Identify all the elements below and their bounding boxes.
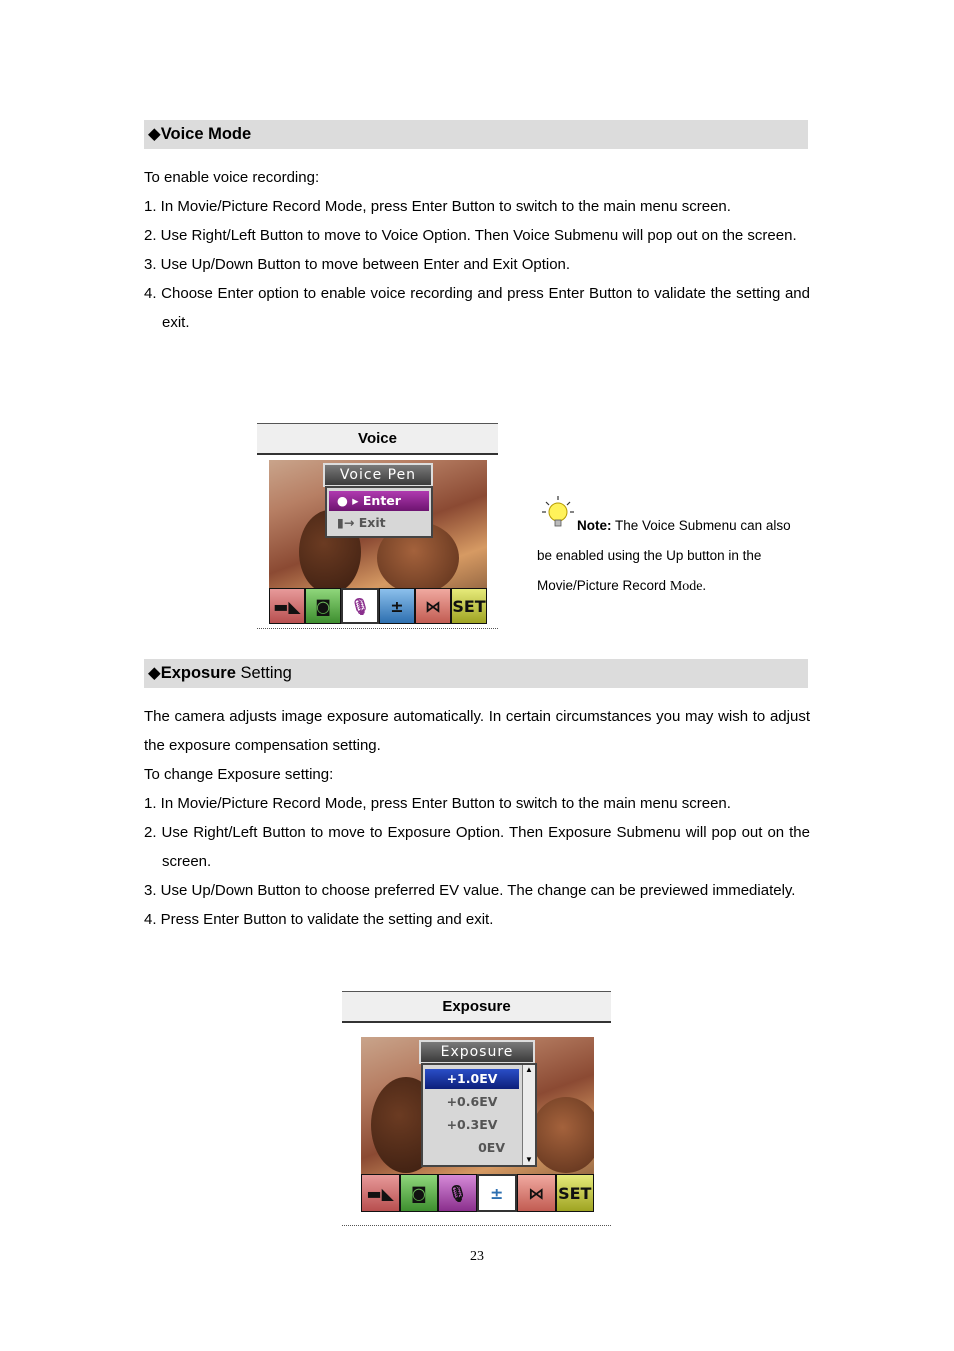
- voice-submenu: [325, 486, 433, 538]
- effect-icon[interactable]: ⋈: [517, 1174, 556, 1212]
- voice-option-exit[interactable]: ▮→ Exit: [337, 515, 386, 530]
- microphone-icon[interactable]: 🎙: [438, 1174, 477, 1212]
- exposure-icon-bar: [361, 1174, 594, 1212]
- exposure-instructions: [144, 702, 810, 934]
- voice-step-2: 2. Use Right/Left Button to move to Voice Option. Then Voice Submenu will pop out on the screen.: [144, 227, 797, 244]
- voice-figure-rule: [257, 628, 498, 629]
- exposure-title-rest: Setting: [235, 664, 292, 682]
- exposure-screen-image: [361, 1037, 594, 1212]
- voice-caption: Voice: [257, 423, 498, 455]
- voice-screen-image: [269, 460, 487, 624]
- exposure-icon[interactable]: ±: [477, 1174, 518, 1212]
- camera-icon[interactable]: ◙: [400, 1174, 439, 1212]
- exposure-step-1: 1. In Movie/Picture Record Mode, press Enter Button to switch to the main menu screen.: [144, 795, 731, 812]
- exposure-step-3: 3. Use Up/Down Button to choose preferred EV value. The change can be previewed immediately.: [144, 882, 796, 899]
- exposure-figure-rule: [342, 1225, 611, 1226]
- note-text: Note: The Voice Submenu can also be enabled using the Up button in the Movie/Picture Record Mode.: [537, 518, 791, 594]
- page-number: 23: [470, 1249, 484, 1264]
- voice-step-3: 3. Use Up/Down Button to move between Enter and Exit Option.: [144, 256, 571, 273]
- scroll-up-arrow-icon[interactable]: ▲: [525, 1065, 533, 1074]
- exit-door-icon: ▮→: [337, 515, 359, 530]
- voice-step-4: 4. Choose Enter option to enable voice recording and press Enter Button to validate the setting and exit.: [144, 285, 810, 331]
- diamond-bullet-icon: ◆: [148, 125, 161, 143]
- exposure-step-4: 4. Press Enter Button to validate the setting and exit.: [144, 911, 494, 928]
- exposure-menu-title: Exposure: [419, 1040, 535, 1064]
- voice-menu-title: Voice Pen: [323, 463, 433, 487]
- ev-option-zero[interactable]: 0EV: [478, 1140, 505, 1155]
- voice-intro: To enable voice recording:: [144, 169, 320, 186]
- voice-option-enter[interactable]: ● ▸ Enter: [329, 491, 429, 511]
- settings-set-icon[interactable]: SET: [556, 1174, 595, 1212]
- camera-icon[interactable]: ◙: [305, 588, 341, 624]
- voice-icon-bar: [269, 588, 487, 624]
- diamond-bullet-icon: ◆: [148, 664, 161, 682]
- exposure-icon[interactable]: ±: [379, 588, 415, 624]
- microphone-icon[interactable]: 🎙: [341, 588, 379, 624]
- voice-mode-title: Voice Mode: [160, 125, 252, 143]
- microphone-small-icon: ● ▸: [337, 493, 363, 508]
- settings-set-icon[interactable]: SET: [451, 588, 487, 624]
- effect-icon[interactable]: ⋈: [415, 588, 451, 624]
- exposure-title-bold: Exposure: [160, 664, 236, 682]
- exposure-scrollbar[interactable]: [522, 1065, 535, 1165]
- movie-icon[interactable]: ▬◣: [269, 588, 305, 624]
- exposure-paragraph-2: To change Exposure setting:: [144, 766, 334, 783]
- exposure-submenu: [421, 1063, 537, 1167]
- scroll-down-arrow-icon[interactable]: ▼: [525, 1155, 533, 1164]
- exposure-setting-heading: [144, 659, 808, 688]
- exposure-step-2: 2. Use Right/Left Button to move to Exposure Option. Then Exposure Submenu will pop out on the screen.: [144, 824, 810, 870]
- exposure-paragraph-1: The camera adjusts image exposure automatically. In certain circumstances you may wish to adjust the exposure compensation setting.: [144, 708, 810, 754]
- exposure-caption: Exposure: [342, 991, 611, 1023]
- ev-option-plus-0-6[interactable]: +0.6EV: [446, 1094, 498, 1109]
- voice-mode-heading: [144, 120, 808, 149]
- ev-option-plus-1-0[interactable]: +1.0EV: [425, 1069, 519, 1089]
- voice-instructions: [144, 163, 810, 337]
- note-label: Note:: [577, 518, 612, 533]
- movie-icon[interactable]: ▬◣: [361, 1174, 400, 1212]
- voice-step-1: 1. In Movie/Picture Record Mode, press Enter Button to switch to the main menu screen.: [144, 198, 731, 215]
- ev-option-plus-0-3[interactable]: +0.3EV: [446, 1117, 498, 1132]
